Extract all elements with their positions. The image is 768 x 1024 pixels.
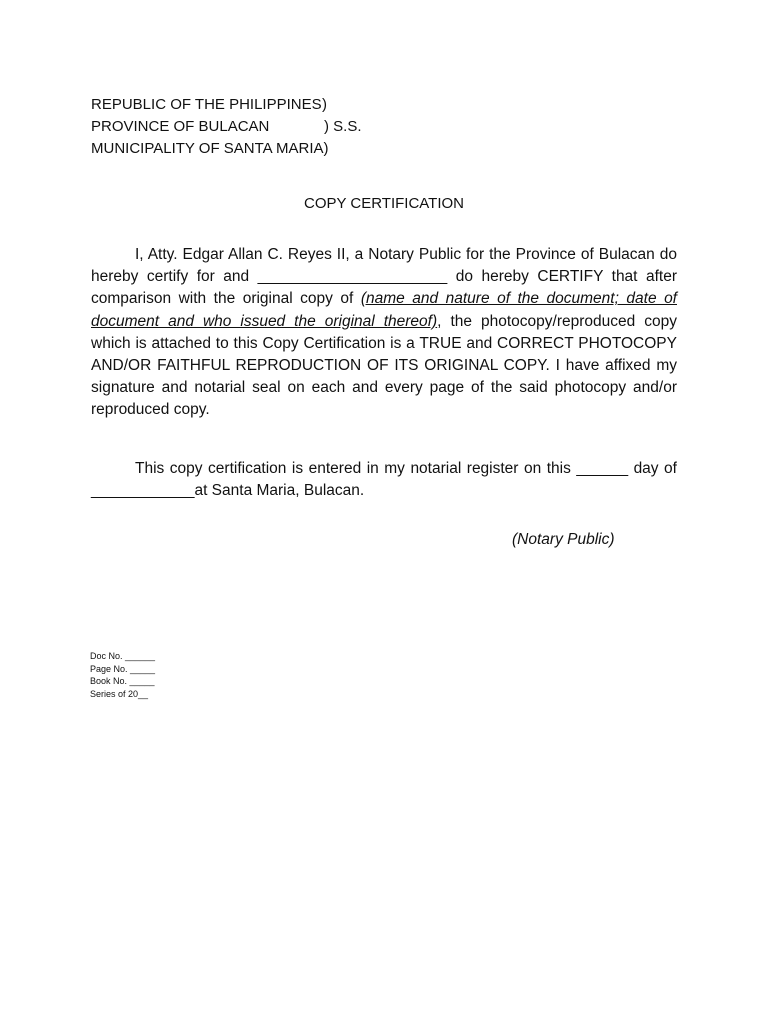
venue-republic-text: REPUBLIC OF THE PHILIPPINES <box>91 96 322 113</box>
book-no: Book No. _____ <box>90 676 155 686</box>
document-description-placeholder: (name and nature of the document; date of document and who issued the original thereof) <box>91 290 677 330</box>
certification-paragraph <box>91 244 677 422</box>
paragraph1-text-end: , the photocopy/reproduced copy which is attached to this Copy Certification is a TRUE and CORRECT PHOTOCOPY AND/OR FAITHFUL REPRODUCTION OF ITS ORIGINAL COPY. I have affixed my signature and notarial seal on each and every page of the said photocopy and/or reproduced copy. <box>91 312 677 419</box>
venue-province-text: PROVINCE OF BULACAN <box>91 118 270 135</box>
series-year: Series of 20__ <box>90 688 149 699</box>
venue-bracket: ) <box>322 96 327 113</box>
doc-no: Doc No. ______ <box>90 651 156 661</box>
page-no: Page No. _____ <box>90 663 156 674</box>
notarial-register-block <box>90 650 155 700</box>
register-entry-paragraph: This copy certification is entered in my notarial register on this ______ day of ____________at Santa Maria, Bulacan. <box>91 460 677 500</box>
paragraph1-text-start: I, Atty. Edgar Allan C. Reyes II, a Notary Public for the Province of Bulacan do hereby certify for and ______________________ do hereby CERTIFY that after comparison with the original copy of <box>91 246 677 308</box>
notary-public-label: (Notary Public) <box>512 531 615 548</box>
venue-ss: ) S.S. <box>324 118 362 135</box>
venue-municipality-text: MUNICIPALITY OF SANTA MARIA) <box>91 140 329 157</box>
document-title: COPY CERTIFICATION <box>303 195 465 212</box>
